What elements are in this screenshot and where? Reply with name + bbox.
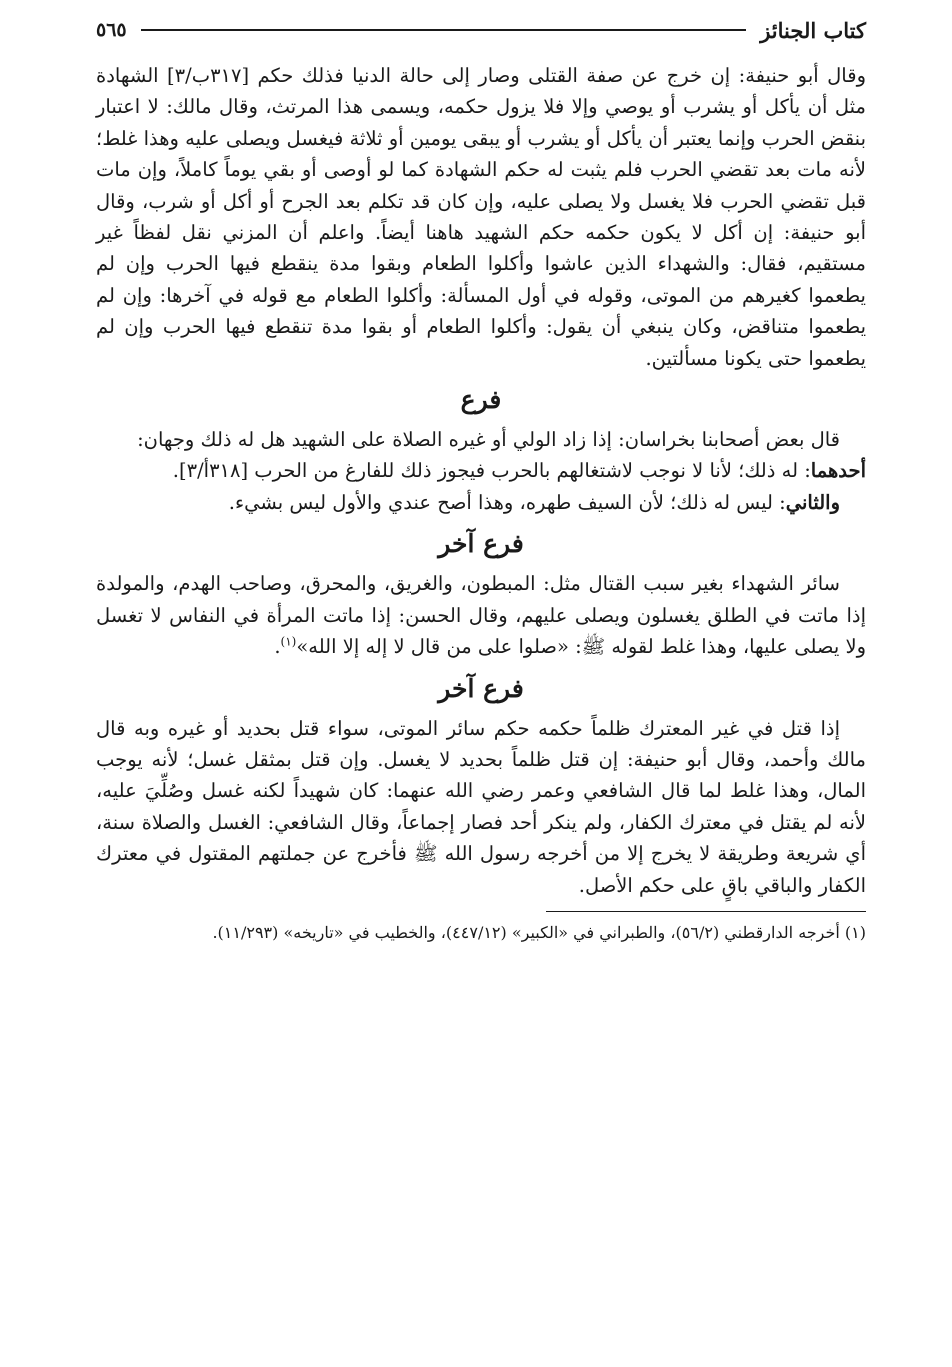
document-page [96, 0, 866, 1367]
paragraph-2: قال بعض أصحابنا بخراسان: إذا زاد الولي أو غيره الصلاة على الشهيد هل له ذلك وجهان: [137, 428, 840, 452]
paragraph-3-text: : له ذلك؛ لأنا لا نوجب لاشتغالهم بالحرب فيجوز ذلك للفارغ من الحرب [٣١٨أ/٣]. [172, 459, 811, 483]
page-body [96, 60, 866, 946]
footnote-reference: (١) [280, 634, 297, 649]
section-heading-far-akhar-1: فرع آخر [438, 529, 524, 559]
paragraph-4 [96, 487, 866, 518]
page-number: ٥٦٥ [96, 19, 127, 41]
paragraph-5-text: سائر الشهداء بغير سبب القتال مثل: المبطون، والغريق، والمحرق، وصاحب الهدم، والمولدة إذا ماتت في الطلق يغسلون ويصلى عليهم، وقال الحسن: إذا ماتت المرأة في النفاس لا تغسل ولا يصلى عليها، وهذا غلط لقوله ﷺ: «صلوا على من قال لا إله إلا الله» [96, 572, 866, 659]
paragraph-5-end: . [274, 635, 281, 659]
section-heading-far-akhar-2: فرع آخر [438, 673, 524, 703]
section-heading-far: فرع [460, 385, 502, 415]
paragraph-5 [96, 568, 866, 662]
page-header [96, 12, 866, 48]
paragraph-3 [96, 455, 866, 486]
header-rule [141, 29, 747, 31]
footnote-1: (١) أخرجه الدارقطني (٥٦/٢)، والطبراني في «الكبير» (٤٤٧/١٢)، والخطيب في «تاريخه» (١١/٢٩٣). [212, 922, 866, 942]
paragraph-4-text: : ليس له ذلك؛ لأن السيف طهره، وهذا أصح عندي والأول ليس بشيء. [228, 490, 786, 514]
book-title: كتاب الجنائز [760, 17, 866, 43]
term-second: والثاني [785, 490, 840, 514]
paragraph-1: وقال أبو حنيفة: إن خرج عن صفة القتلى وصار إلى حالة الدنيا فذلك حكم [٣١٧ب/٣] الشهادة مثل أن يأكل أو يشرب أو يوصي وإلا فلا يزول حكمه، ويسمى هذا المرتث، وقال مالك: لا اعتبار بنقض الحرب وإنما يعتبر أن يأكل أو يشرب أو يبقى يومين أو ثلاثة فيغسل ويصلى عليه وهذا غلط؛ لأنه مات بعد تقضي الحرب فلم يثبت له حكم الشهادة كما لو أوصى أو بقي يوماً كاملاً، وإن مات قبل تقضي الحرب فلا يغسل ولا يصلى عليه، وإن كان قد تكلم بعد الجرح أو أكل أو شرب، وقال أبو حنيفة: إن أكل لا يكون حكمه حكم الشهيد هاهنا أيضاً. واعلم أن المزني نقل لفظاً غير مستقيم، فقال: والشهداء الذين عاشوا وأكلوا الطعام وبقوا مدة ينقطع فيها الحرب وإن لم يطعموا كغيرهم من الموتى، وقوله في أول المسألة: وأكلوا الطعام مع قوله في آخرها: وإن لم يطعموا متناقض، وكان ينبغي أن يقول: وأكلوا الطعام أو بقوا مدة تنقطع فيها الحرب وإن لم يطعموا حتى يكونا مسألتين. [96, 64, 866, 370]
footnote-divider [546, 911, 866, 912]
paragraph-6: إذا قتل في غير المعترك ظلماً حكمه حكم سائر الموتى، سواء قتل بحديد أو غيره وبه قال مالك وأحمد، وقال أبو حنيفة: إن قتل ظلماً بحديد لا يغسل. وإن قتل بمثقل غسل؛ لأنه يوجب المال، وهذا غلط لما قال الشافعي وعمر رضي الله عنهما: كان شهيداً لكنه غسل وصُلِّيَ عليه، لأنه لم يقتل في معترك الكفار، ولم ينكر أحد فصار إجماعاً، وقال الشافعي: الغسل والصلاة سنة، أي شريعة وطريقة لا يخرج إلا من أخرجه رسول الله ﷺ فأخرج عن جملتهم المقتول في معترك الكفار والباقي باقٍ على حكم الأصل. [96, 716, 866, 897]
term-first: أحدهما [810, 459, 866, 483]
